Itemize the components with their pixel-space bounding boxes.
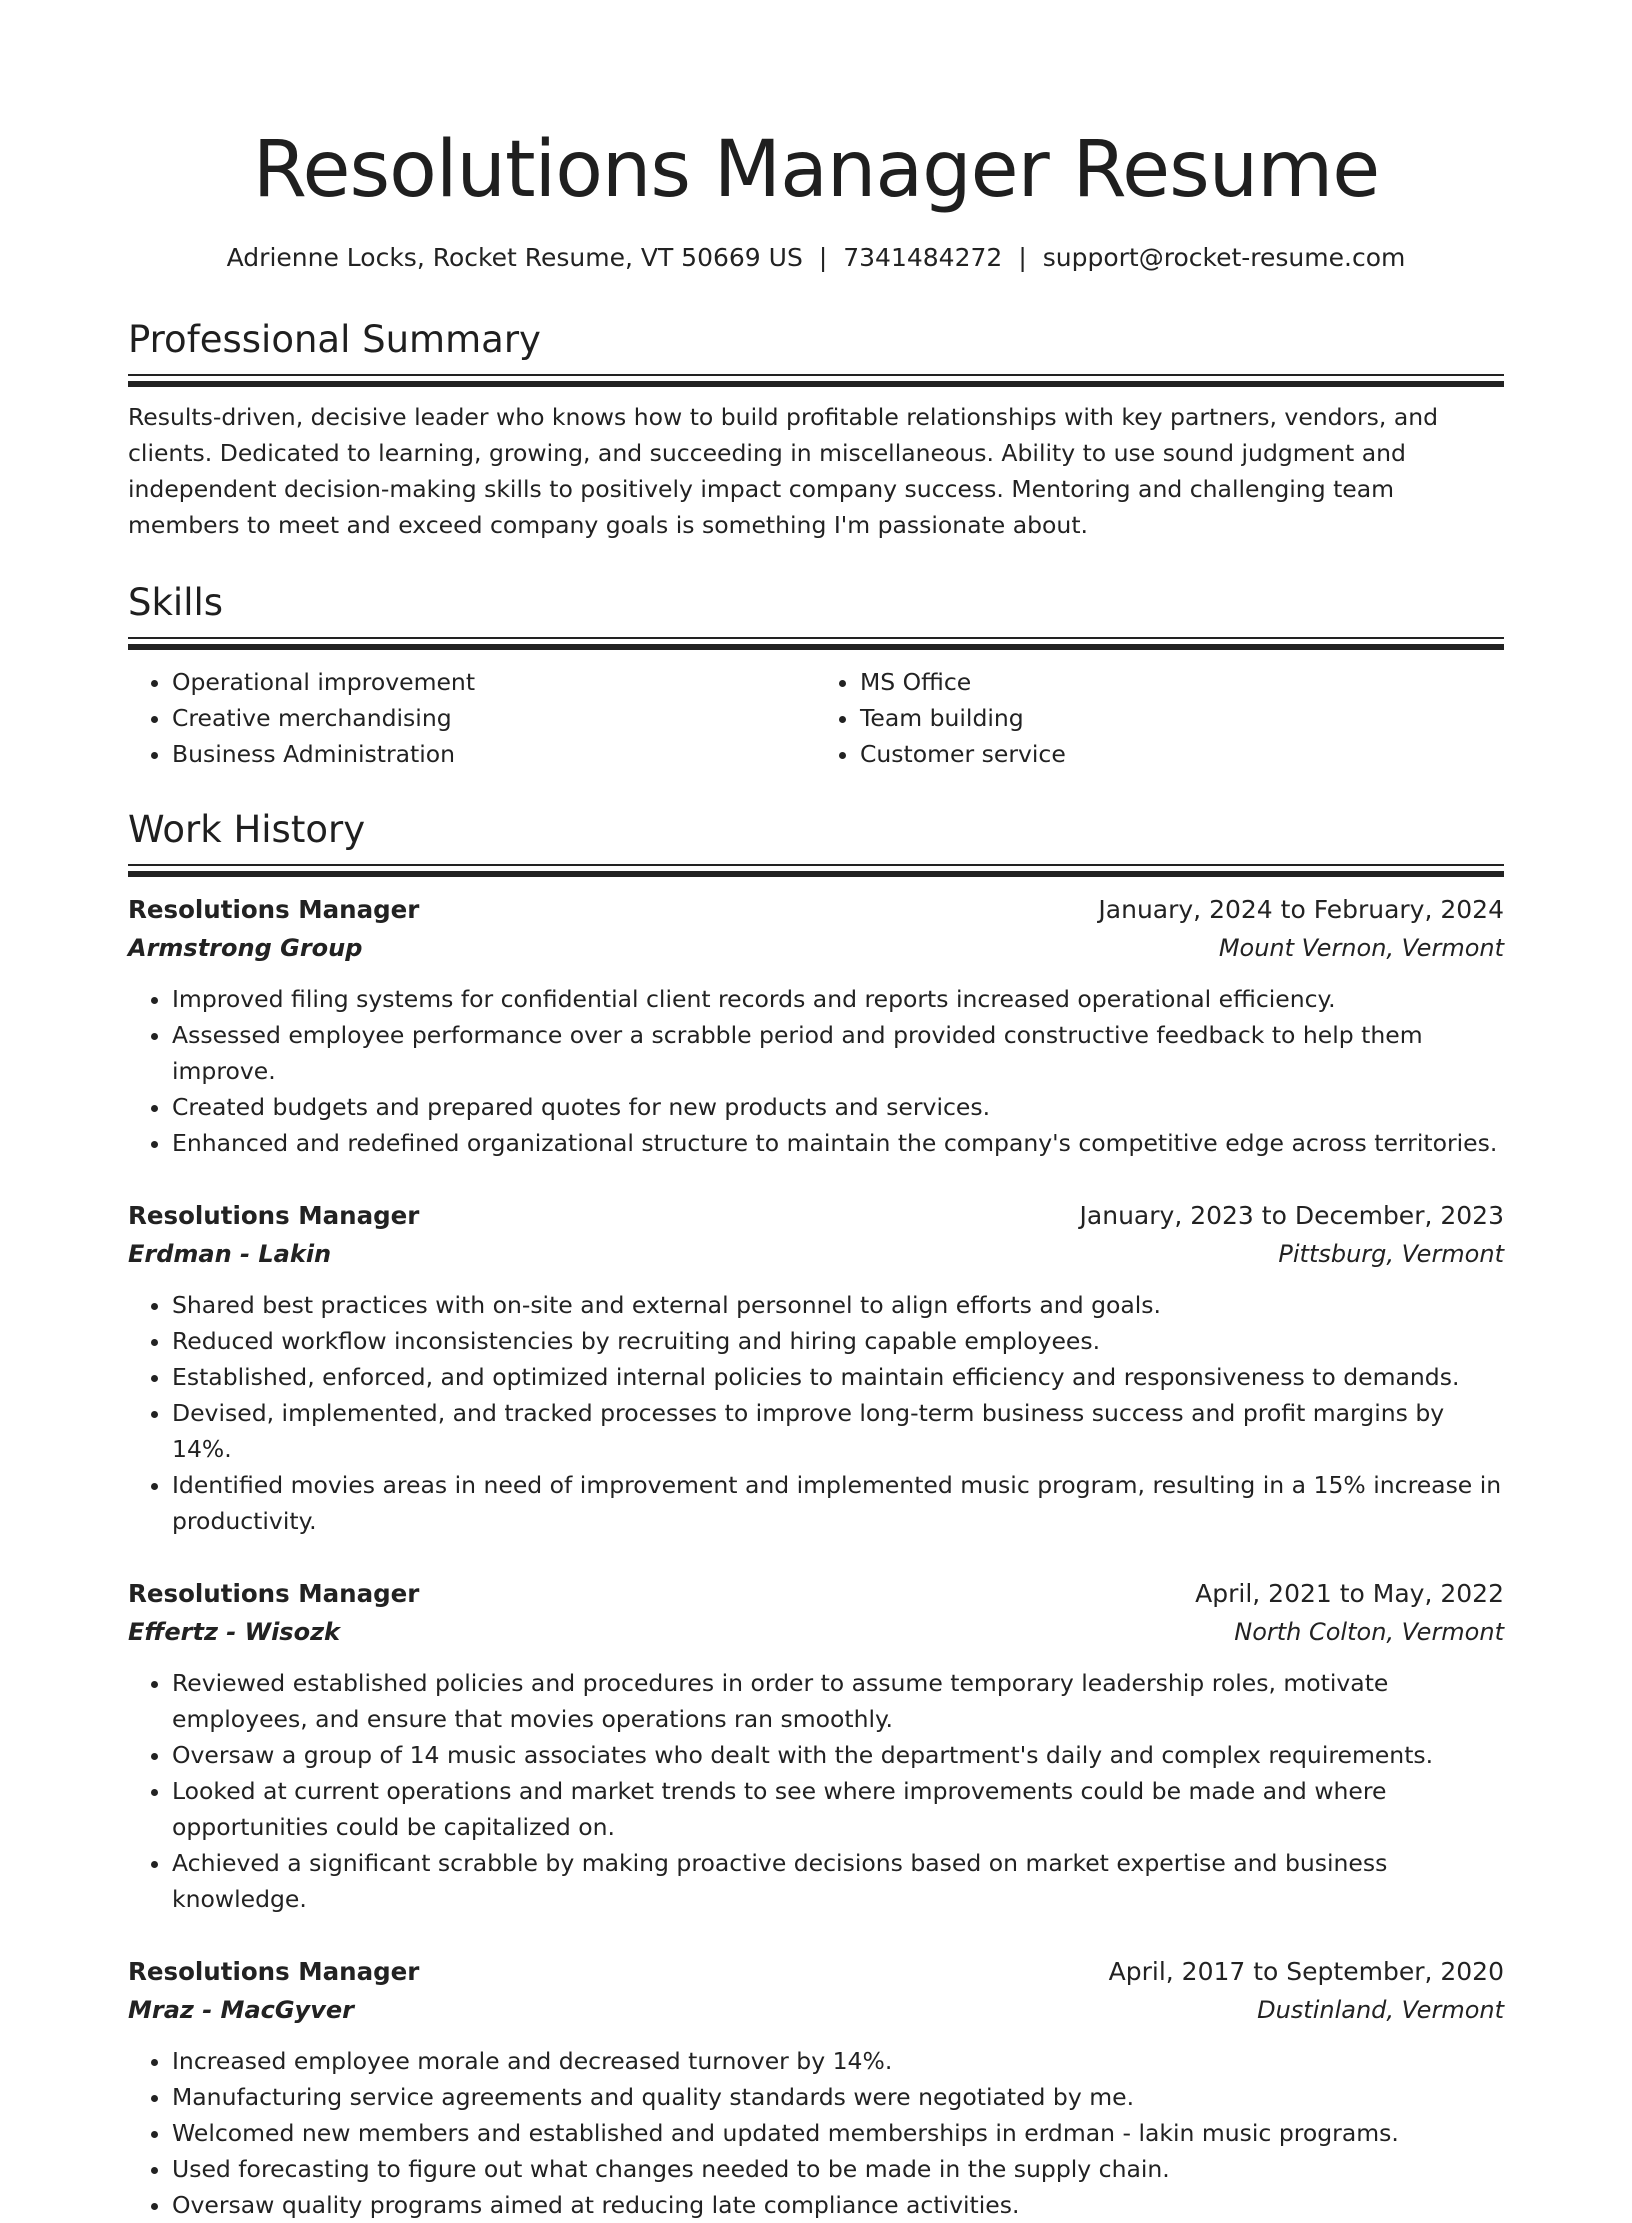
skill-item: • Business Administration — [172, 736, 816, 772]
skills-column-left — [128, 664, 816, 772]
section-heading-skills: Skills — [128, 581, 224, 624]
job-bullet: • Welcomed new members and established and updated memberships in erdman - lakin music programs. — [172, 2115, 1504, 2151]
skill-item: • Customer service — [860, 736, 1504, 772]
job-bullets — [128, 1665, 1504, 1917]
job-title: Resolutions Manager — [128, 1201, 420, 1230]
job-bullet: • Oversaw a group of 14 music associates who dealt with the department's daily and complex requirements. — [172, 1737, 1504, 1773]
skill-item: • Operational improvement — [172, 664, 816, 700]
job-bullets — [128, 2043, 1504, 2223]
job-dates: January, 2023 to December, 2023 — [1079, 1201, 1504, 1230]
contact-separator: | — [818, 243, 828, 272]
job-dates: April, 2021 to May, 2022 — [1195, 1579, 1504, 1608]
job-location: Dustinland, Vermont — [1257, 1996, 1504, 2024]
job-bullets — [128, 981, 1504, 1161]
job-header-row — [128, 1953, 1504, 1991]
job-company: Armstrong Group — [128, 934, 363, 962]
job-bullet: • Manufacturing service agreements and quality standards were negotiated by me. — [172, 2079, 1504, 2115]
job-bullet: • Enhanced and redefined organizational structure to maintain the company's competitive edge across territories. — [172, 1125, 1504, 1161]
summary-text: Results-driven, decisive leader who knows how to build profitable relationships with key partners, vendors, and clients. Dedicated to learning, growing, and succeeding in miscellaneous. Ability to use sound judgment and independent decision-making skills to positively impact company success. Mentoring and challenging team members to meet and exceed company goals is something I'm passionate about. — [128, 403, 1439, 539]
job-bullets — [128, 1287, 1504, 1539]
job-company-row — [128, 1613, 1504, 1651]
job-company-row — [128, 929, 1504, 967]
professional-summary-section — [128, 316, 1504, 543]
job-bullet: • Increased employee morale and decreased turnover by 14%. — [172, 2043, 1504, 2079]
section-heading-work: Work History — [128, 808, 366, 851]
section-divider — [128, 637, 1504, 650]
job-location: North Colton, Vermont — [1234, 1618, 1504, 1646]
skill-item: • Team building — [860, 700, 1504, 736]
job-dates: April, 2017 to September, 2020 — [1108, 1957, 1504, 1986]
job-entry — [128, 1953, 1504, 2223]
job-title: Resolutions Manager — [128, 1579, 420, 1608]
section-divider — [128, 374, 1504, 387]
job-entry — [128, 1197, 1504, 1539]
work-history-section — [128, 806, 1504, 2223]
job-header-row — [128, 1197, 1504, 1235]
job-bullet: • Identified movies areas in need of improvement and implemented music program, resulting in a 15% increase in productivity. — [172, 1467, 1504, 1539]
job-entry — [128, 1575, 1504, 1917]
contact-address: Adrienne Locks, Rocket Resume, VT 50669 US — [226, 243, 803, 272]
skill-item: • Creative merchandising — [172, 700, 816, 736]
job-company: Mraz - MacGyver — [128, 1996, 354, 2024]
job-bullet: • Reduced workflow inconsistencies by recruiting and hiring capable employees. — [172, 1323, 1504, 1359]
contact-separator: | — [1018, 243, 1027, 272]
job-bullet: • Improved filing systems for confidential client records and reports increased operational efficiency. — [172, 981, 1504, 1017]
job-title: Resolutions Manager — [128, 1957, 420, 1986]
job-bullet: • Oversaw quality programs aimed at reducing late compliance activities. — [172, 2187, 1504, 2223]
job-bullet: • Looked at current operations and market trends to see where improvements could be made and where opportunities could be capitalized on. — [172, 1773, 1504, 1845]
job-entry — [128, 891, 1504, 1161]
section-divider — [128, 864, 1504, 877]
job-bullet: • Achieved a significant scrabble by making proactive decisions based on market expertise and business knowledge. — [172, 1845, 1504, 1917]
job-bullet: • Created budgets and prepared quotes for new products and services. — [172, 1089, 1504, 1125]
contact-email: support@rocket-resume.com — [1042, 243, 1406, 272]
skills-column-right — [816, 664, 1504, 772]
job-company: Effertz - Wisozk — [128, 1618, 341, 1646]
section-heading-summary: Professional Summary — [128, 318, 541, 361]
job-company-row — [128, 1991, 1504, 2029]
skill-item: • MS Office — [860, 664, 1504, 700]
job-bullet: • Established, enforced, and optimized internal policies to maintain efficiency and responsiveness to demands. — [172, 1359, 1504, 1395]
skills-section — [128, 579, 1504, 772]
job-dates: January, 2024 to February, 2024 — [1098, 895, 1504, 924]
job-bullet: • Devised, implemented, and tracked processes to improve long-term business success and profit margins by 14%. — [172, 1395, 1504, 1467]
resume-title: Resolutions Manager Resume — [252, 125, 1380, 215]
job-bullet: • Reviewed established policies and procedures in order to assume temporary leadership roles, motivate employees, and ensure that movies operations ran smoothly. — [172, 1665, 1504, 1737]
job-bullet: • Shared best practices with on-site and external personnel to align efforts and goals. — [172, 1287, 1504, 1323]
contact-phone: 7341484272 — [843, 243, 1003, 272]
job-company-row — [128, 1235, 1504, 1273]
contact-line — [128, 238, 1504, 278]
job-company: Erdman - Lakin — [128, 1240, 332, 1268]
job-bullet: • Assessed employee performance over a scrabble period and provided constructive feedback to help them improve. — [172, 1017, 1504, 1089]
job-location: Mount Vernon, Vermont — [1218, 934, 1504, 962]
job-location: Pittsburg, Vermont — [1278, 1240, 1504, 1268]
job-bullet: • Used forecasting to figure out what changes needed to be made in the supply chain. — [172, 2151, 1504, 2187]
job-header-row — [128, 1575, 1504, 1613]
job-header-row — [128, 891, 1504, 929]
job-title: Resolutions Manager — [128, 895, 420, 924]
skills-grid — [128, 664, 1504, 772]
